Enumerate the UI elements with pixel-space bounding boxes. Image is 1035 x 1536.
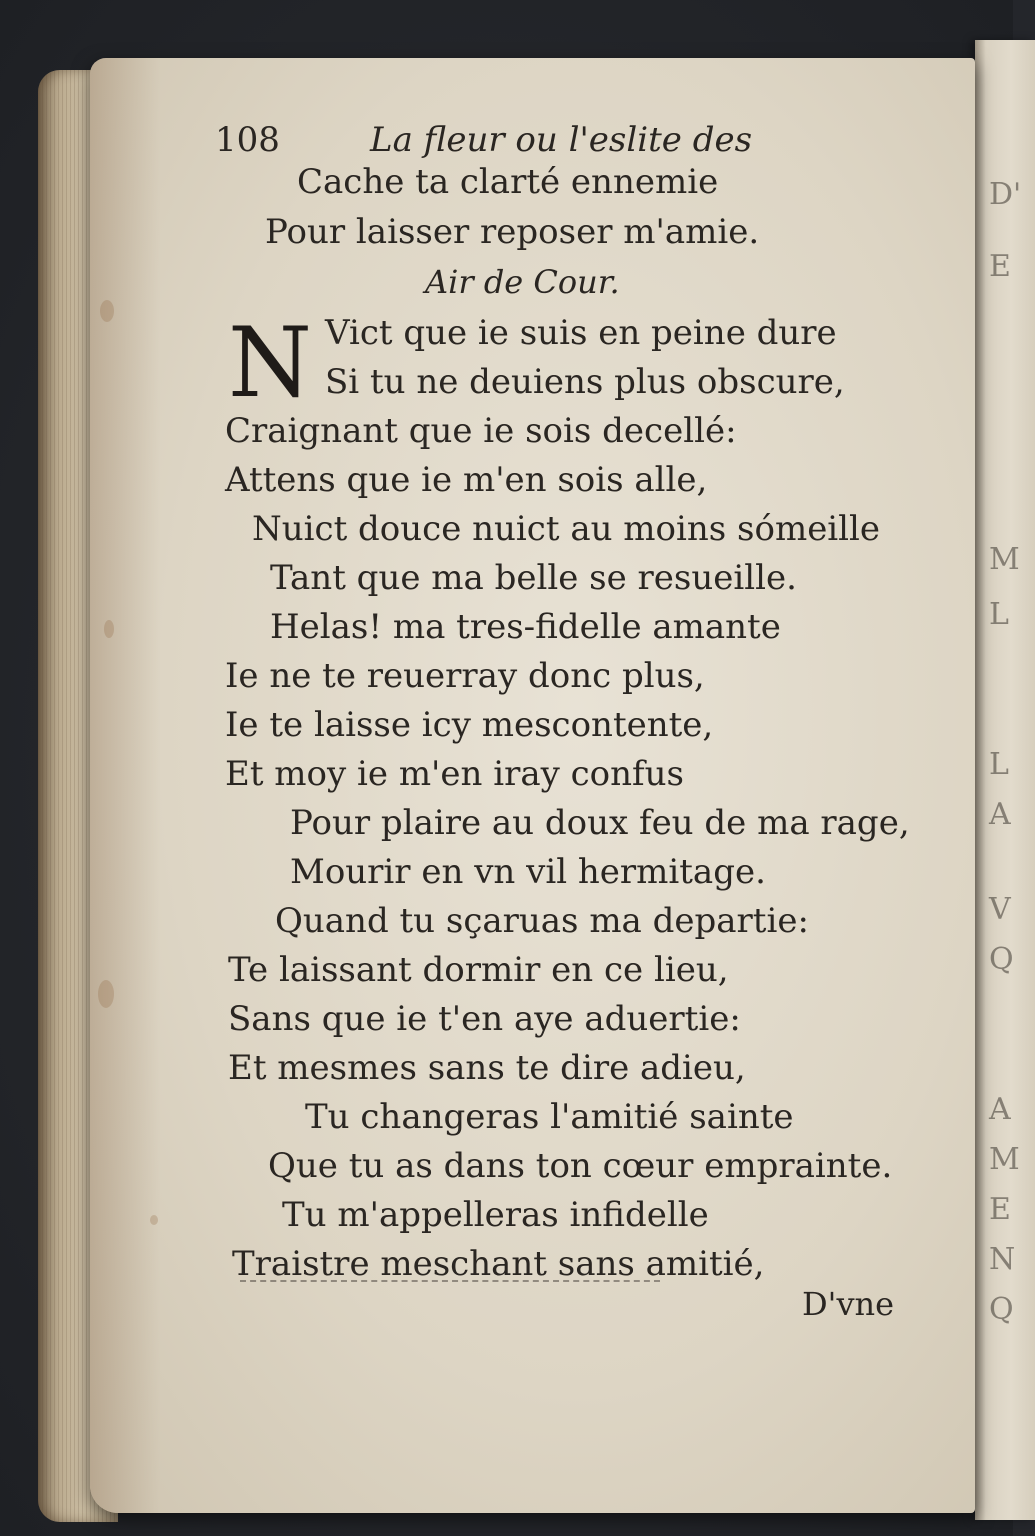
- facing-fragment: Q: [989, 942, 1014, 977]
- verse-line: Cache ta clarté ennemie: [297, 162, 719, 202]
- verse-line: Vict que ie suis en peine dure: [325, 313, 837, 353]
- facing-fragment: L: [989, 597, 1009, 632]
- facing-fragment: M: [989, 542, 1020, 577]
- foxing-stain: [100, 300, 114, 322]
- verse-line: Tu changeras l'amitié sainte: [305, 1097, 794, 1137]
- facing-fragment: E: [989, 1192, 1011, 1227]
- facing-fragment: Q: [989, 1292, 1014, 1327]
- section-title: Air de Cour.: [425, 263, 620, 301]
- facing-fragment: L: [989, 747, 1009, 782]
- page-number: 108: [215, 120, 280, 160]
- foxing-stain: [150, 1215, 158, 1225]
- verse-line: Te laissant dormir en ce lieu,: [228, 950, 729, 990]
- facing-fragment: D': [989, 177, 1022, 212]
- verse-line: Pour plaire au doux feu de ma rage,: [290, 803, 910, 843]
- verse-line: Que tu as dans ton cœur emprainte.: [268, 1146, 893, 1186]
- underline-rule: [240, 1280, 660, 1282]
- facing-fragment: A: [989, 1092, 1011, 1127]
- verse-line: Quand tu sçaruas ma departie:: [275, 901, 809, 941]
- verse-line: Pour laisser reposer m'amie.: [265, 212, 760, 252]
- foxing-stain: [104, 620, 114, 638]
- verse-line: Et mesmes sans te dire adieu,: [228, 1048, 746, 1088]
- facing-fragment: M: [989, 1142, 1020, 1177]
- foxing-stain: [98, 980, 114, 1008]
- verse-line: Et moy ie m'en iray confus: [225, 754, 684, 794]
- drop-cap: N: [228, 307, 312, 419]
- facing-fragment: V: [989, 892, 1011, 927]
- verse-line: Ie te laisse icy mescontente,: [225, 705, 714, 745]
- verse-line: Mourir en vn vil hermitage.: [290, 852, 766, 892]
- verse-line: Ie ne te reuerray donc plus,: [225, 656, 705, 696]
- verse-line: Craignant que ie sois decellé:: [225, 411, 737, 451]
- catchword: D'vne: [802, 1285, 895, 1323]
- verse-line: Helas! ma tres-fidelle amante: [270, 607, 781, 647]
- facing-fragment: N: [989, 1242, 1016, 1277]
- verse-line: Tant que ma belle se resueille.: [270, 558, 797, 598]
- verse-line: Sans que ie t'en aye aduertie:: [228, 999, 741, 1039]
- verse-line: Attens que ie m'en sois alle,: [225, 460, 708, 500]
- facing-fragment: A: [989, 797, 1011, 832]
- verse-line: Traistre meschant sans amitié,: [232, 1244, 765, 1284]
- verse-line: Nuict douce nuict au moins sómeille: [252, 509, 881, 549]
- facing-fragment: E: [989, 249, 1011, 284]
- verse-line: Si tu ne deuiens plus obscure,: [325, 362, 845, 402]
- verse-line: Tu m'appelleras infidelle: [282, 1195, 709, 1235]
- running-title: La fleur ou l'eslite des: [370, 120, 753, 160]
- facing-page: [975, 40, 1035, 1520]
